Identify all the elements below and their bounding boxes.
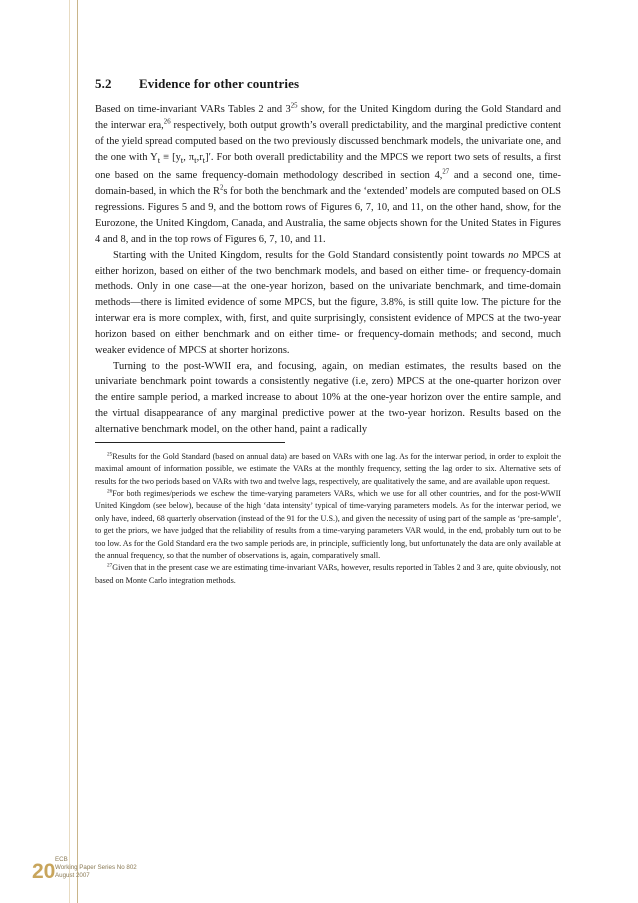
section-heading (95, 76, 561, 92)
section-title: Evidence for other countries (139, 76, 300, 91)
margin-rule (77, 0, 78, 903)
footnote-separator (95, 442, 285, 443)
footnote-26: $^{26}$For both regimes/periods we eschew the time-varying parameters VARs, which we use for all other countries, and for the post-WWII United Kingdom (see below), because of the high ‘data intensity’ typical of time-varying parameters models. As for the interwar period, we only have, indeed, 68 quarterly observation (instead of the 91 for the U.S.), and given the necessity of using part of the sample as ‘pre-sample’, to get the priors, we have judged that the reliability of results from a time-varying parameters VAR would, in the end, probably turn out to be too low. As for the Gold Standard era the two sample periods are, in principle, sufficiently long, but unfortunately the data are only available at the annual frequency, so that the number of observations is, again, comparatively small. (95, 488, 561, 561)
footnote-ref-25[interactable]: 25 (290, 102, 298, 110)
paragraph-1: Based on time-invariant VARs Tables 2 and $3^{25}$ show, for the United Kingdom during the Gold Standard and the interwar era,$^{26}$ respectively, both output growth’s overall predictability, and the marginal predictive content of the yield spread computed based on the two previously discussed benchmark models, the univariate one, and the one with $Y_t \equiv [y_t$, $\pi_t,r_t]'$. For both overall predictability and the MPCS we report two sets of results, a first one based on the same frequency-domain methodology described in section 4,27 and a second one, time-domain-based, in which the $R^2s$ for both the benchmark and the ‘extended’ models are computed based on OLS regressions. Figures 5 and 9, and the bottom rows of Figures 6, 7, 10, and 11, on the other hand, show, for the Eurozone, the United Kingdom, Canada, and Australia, the same objects shown for the United States in Figures 4 and 8, and in the top rows of Figures 6, 7, 10, and 11. (95, 102, 562, 245)
paragraph-2: Starting with the United Kingdom, results for the Gold Standard consistently point towards no MPCS at either horizon, based on either of the two benchmark models, and based on either time- or frequency-domain methods. Only in one case—at the one-year horizon, based on the univariate benchmark, and time-domain methods—there is limited evidence of some MPCS, but the figure, 3.8%, is still quite low. The picture for the interwar era is more complex, with, first, and quite surprisingly, consistent evidence of MPCS at the two-year horizon based on either benchmark and on either time- or frequency-domain methods; and second, much weaker evidence of MPCS at shorter horizons. (95, 249, 561, 356)
publication-footer (55, 856, 137, 881)
margin-rule-light (69, 0, 70, 903)
section-number: 5.2 (95, 76, 112, 91)
footnote-ref-26[interactable]: 26 (163, 118, 171, 126)
footnote-ref-27[interactable]: 27 (442, 168, 450, 176)
page-number: 20 (32, 860, 56, 883)
footer-publisher: ECB (55, 856, 68, 863)
footnote-27: $^{27}$Given that in the present case we are estimating time-invariant VARs, however, results reported in Tables 2 and 3 are, quite obviously, not based on Monte Carlo integration methods. (95, 562, 561, 585)
paragraph-3: Turning to the post-WWII era, and focusing, again, on median estimates, the results based on the univariate benchmark point towards a consistently negative (i.e, zero) MPCS at the one-quarter horizon over the entire sample period, a marked increase to about 10% at the one-year horizon over the entire sample, and the virtual disappearance of any marginal predictive power at the two-year horizon. Results based on the alternative benchmark model, on the other hand, paint a radically (95, 360, 561, 435)
footer-date: August 2007 (55, 872, 90, 880)
footer-series: Working Paper Series No 802 (55, 864, 137, 872)
page-content (95, 76, 561, 587)
footnote-25: $^{25}$Results for the Gold Standard (based on annual data) are based on VARs with one lag. As for the interwar period, in order to exploit the maximal amount of information possible, we estimate the VARs at the monthly frequency, setting the lag order to six. Alternative sets of results for the two periods based on VARs with two and twelve lags, respectively, are qualitatively the same, and are available upon request. (95, 451, 561, 486)
